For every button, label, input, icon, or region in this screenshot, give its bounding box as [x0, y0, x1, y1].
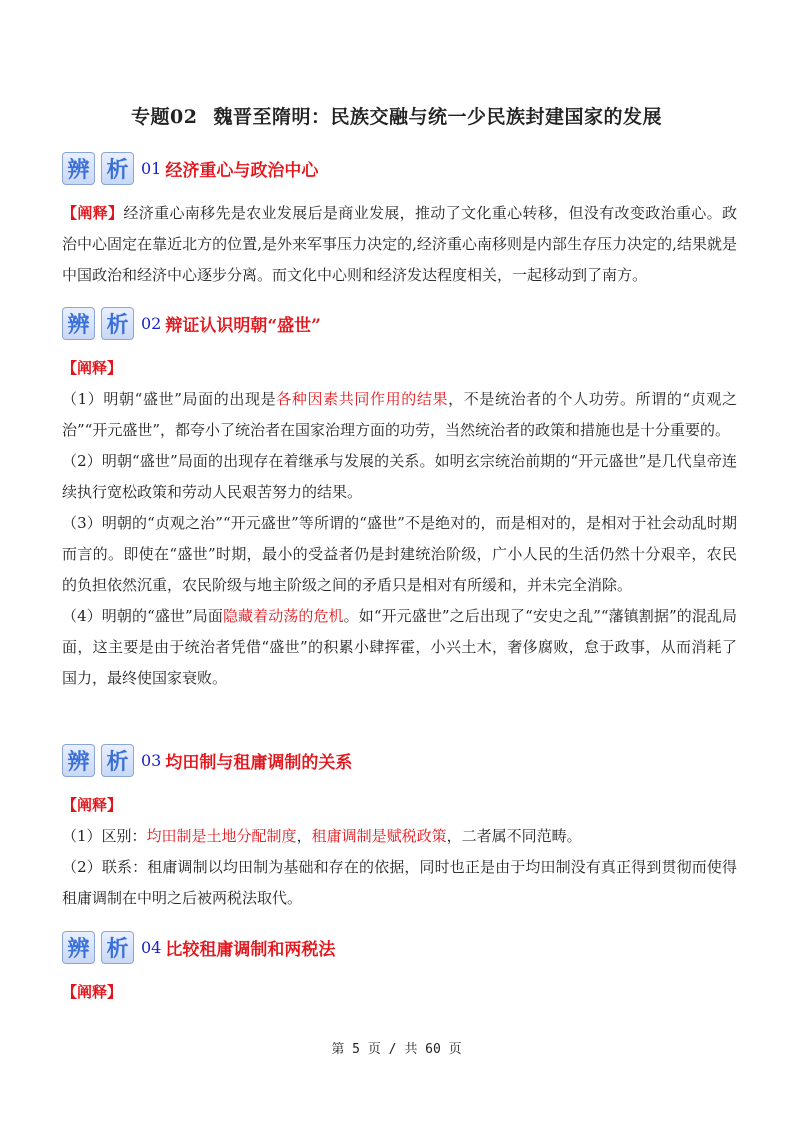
section-header	[62, 305, 737, 341]
section-number: 03	[141, 750, 162, 770]
explanation-tag: 【阐释】	[62, 204, 124, 222]
text-segment: （1）明朝“盛世”局面的出现是	[62, 390, 277, 408]
badge-xi-icon: 析	[101, 152, 134, 185]
section-03	[62, 742, 737, 914]
section-number: 04	[141, 937, 162, 957]
text-segment: ，二者属不同范畴。	[446, 827, 582, 845]
section-body	[62, 790, 737, 914]
badge-xi-icon: 析	[101, 307, 134, 340]
section-heading: 辩证认识明朝“盛世”	[165, 315, 321, 336]
section-number: 02	[141, 313, 162, 333]
page-title	[0, 102, 793, 129]
section-body	[62, 977, 737, 1008]
paragraph	[62, 198, 737, 291]
paragraph	[62, 446, 737, 508]
explanation-label	[62, 353, 737, 384]
badge-bian-icon: 辨	[62, 152, 95, 185]
section-body	[62, 353, 737, 694]
badge-bian-icon: 辨	[62, 744, 95, 777]
explanation-label	[62, 790, 737, 821]
section-04	[62, 929, 737, 1008]
section-heading: 经济重心与政治中心	[165, 160, 319, 181]
paragraph	[62, 508, 737, 601]
title-text: 魏晋至隋明：民族交融与统一少民族封建国家的发展	[213, 106, 662, 128]
section-01	[62, 150, 737, 291]
text-segment: 。如“开元盛世”之后出现了“安史之乱”“藩镇割据”的混乱局面，这主要是由于统治者凭借“盛世”的积累小肆挥霍，小兴土木，奢侈腐败，怠于政事，从而消耗了国力，最终使国家衰败。	[62, 607, 737, 687]
text-segment: ，不是统治者的个人功劳。所谓的“贞观之治”“开元盛世”，都夸小了统治者在国家治理方面的功劳，当然统治者的政策和措施也是十分重要的。	[62, 390, 737, 439]
text-segment: （2）明朝“盛世”局面的出现存在着继承与发展的关系。如明玄宗统治前期的“开元盛世”是几代皇帝连续执行宽松政策和劳动人民艰苦努力的结果。	[62, 452, 737, 501]
section-header	[62, 742, 737, 778]
text-segment: 经济重心南移先是农业发展后是商业发展，推动了文化重心转移，但没有改变政治重心。政治中心固定在靠近北方的位置,是外来军事压力决定的,经济重心南移则是内部生存压力决定的,结果就是中国政治和经济中心逐步分离。而文化中心则和经济发达程度相关，一起移动到了南方。	[62, 204, 737, 284]
page-footer: 第 5 页 / 共 60 页	[331, 1042, 462, 1057]
paragraph	[62, 852, 737, 914]
text-segment: （2）联系：租庸调制以均田制为基础和存在的依据，同时也正是由于均田制没有真正得到贯彻而使得租庸调制在中明之后被两税法取代。	[62, 858, 737, 907]
badge-bian-icon: 辨	[62, 931, 95, 964]
badge-xi-icon: 析	[101, 744, 134, 777]
section-header	[62, 150, 737, 186]
text-segment: （4）明朝的“盛世”局面	[62, 607, 223, 625]
paragraph	[62, 821, 737, 852]
title-number: 专题02	[131, 106, 198, 128]
text-segment: 均田制是土地分配制度	[146, 827, 297, 845]
paragraph	[62, 384, 737, 446]
section-header	[62, 929, 737, 965]
explanation-label	[62, 977, 737, 1008]
badge-xi-icon: 析	[101, 931, 134, 964]
text-segment: ，	[296, 827, 312, 845]
section-heading: 均田制与租庸调制的关系	[165, 752, 353, 773]
text-segment: 隐藏着动荡的危机	[222, 607, 344, 625]
text-segment: 各种因素共同作用的结果	[276, 390, 449, 408]
explanation-tag: 【阐释】	[62, 359, 123, 377]
text-segment: 租庸调制是赋税政策	[311, 827, 447, 845]
section-02	[62, 305, 737, 694]
section-body	[62, 198, 737, 291]
section-heading: 比较租庸调制和两税法	[165, 939, 336, 960]
paragraph	[62, 601, 737, 694]
explanation-tag: 【阐释】	[62, 983, 123, 1001]
section-number: 01	[141, 158, 162, 178]
badge-bian-icon: 辨	[62, 307, 95, 340]
explanation-tag: 【阐释】	[62, 796, 123, 814]
text-segment: （3）明朝的“贞观之治”“开元盛世”等所谓的“盛世”不是绝对的，而是相对的，是相对于社会动乱时期而言的。即使在“盛世”时期，最小的受益者仍是封建统治阶级，广小人民的生活仍然十分艰辛，农民的负担依然沉重，农民阶级与地主阶级之间的矛盾只是相对有所缓和，并未完全消除。	[62, 514, 737, 594]
text-segment: （1）区别：	[62, 827, 147, 845]
